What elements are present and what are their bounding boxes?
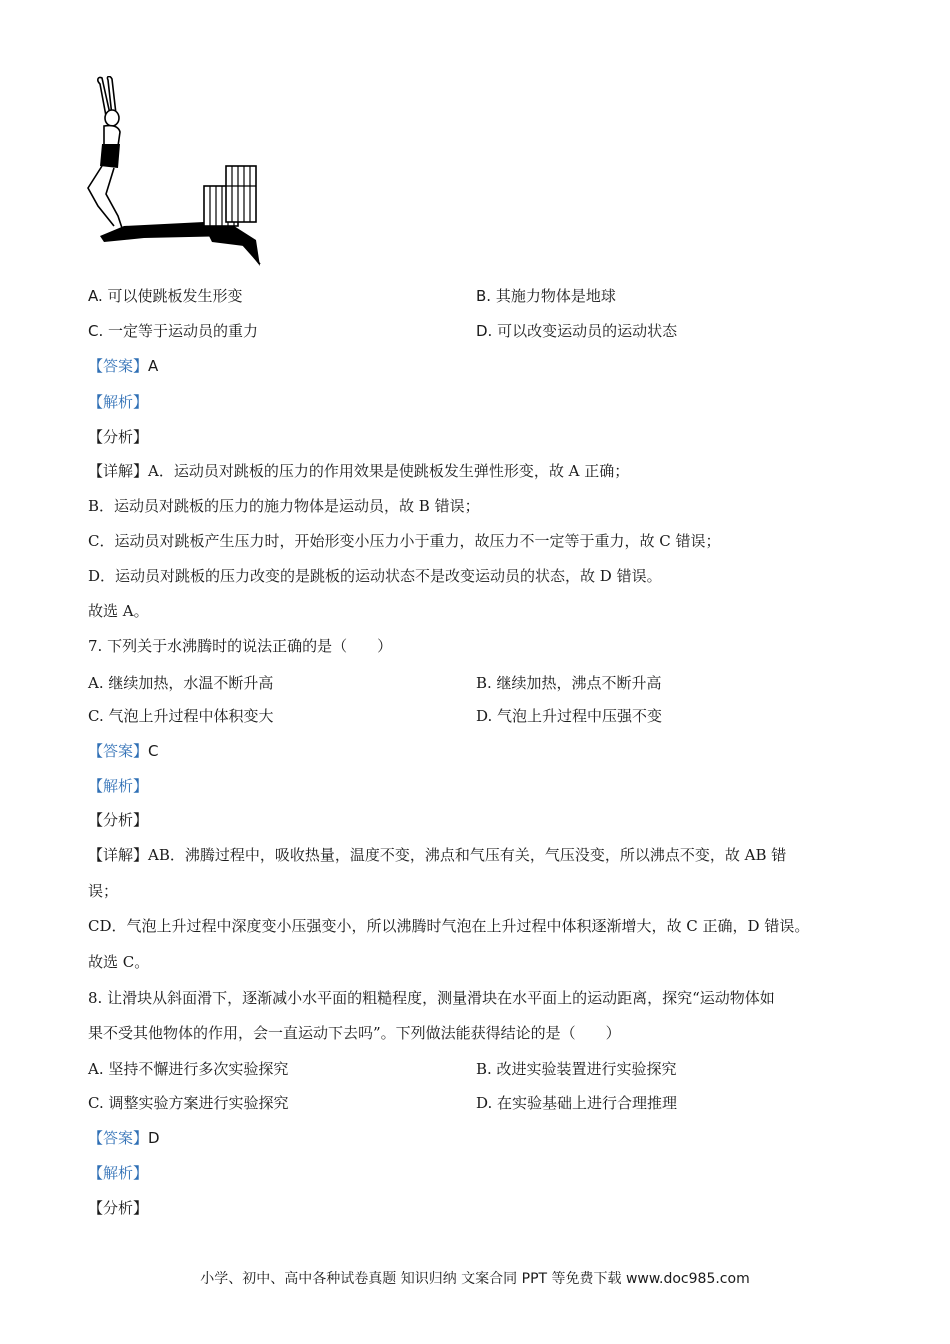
q7-question: 7. 下列关于水沸腾时的说法正确的是（ ）	[88, 637, 393, 655]
q7-detail-line: CD．气泡上升过程中深度变小压强变小，所以沸腾时气泡在上升过程中体积逐渐增大，故 C 正确，D 错误。	[88, 917, 810, 935]
q6-answer	[88, 355, 158, 377]
answer-value: C	[148, 742, 159, 760]
q8-option-d: D. 在实验基础上进行合理推理	[476, 1094, 678, 1112]
detail-text: AB．沸腾过程中，吸收热量，温度不变，沸点和气压有关，气压没变，所以沸点不变，故 AB 错	[148, 846, 787, 864]
diver-springboard-figure	[84, 76, 266, 272]
diver-springboard-illustration	[84, 76, 266, 272]
q6-jiexi-tag: 【解析】	[88, 393, 149, 411]
q6-option-b: B. 其施力物体是地球	[476, 287, 616, 305]
page-footer: 小学、初中、高中各种试卷真题 知识归纳 文案合同 PPT 等免费下载 www.doc985.com	[200, 1271, 750, 1287]
answer-tag: 【答案】	[88, 742, 149, 760]
q8-question-line: 8. 让滑块从斜面滑下，逐渐减小水平面的粗糙程度，测量滑块在水平面上的运动距离，探究“运动物体如	[88, 989, 775, 1007]
q8-jiexi-tag: 【解析】	[88, 1164, 149, 1182]
q7-option-d: D. 气泡上升过程中压强不变	[476, 707, 663, 725]
q7-option-b: B. 继续加热，沸点不断升高	[476, 674, 662, 692]
answer-tag: 【答案】	[88, 357, 149, 375]
q6-detail-line: D．运动员对跳板的压力改变的是跳板的运动状态不是改变运动员的状态，故 D 错误。	[88, 567, 662, 585]
q8-option-b: B. 改进实验装置进行实验探究	[476, 1060, 677, 1078]
q6-option-c: C. 一定等于运动员的重力	[88, 322, 259, 340]
q8-option-c: C. 调整实验方案进行实验探究	[88, 1094, 289, 1112]
q6-option-d: D. 可以改变运动员的运动状态	[476, 322, 678, 340]
q8-question-line: 果不受其他物体的作用，会一直运动下去吗”。下列做法能获得结论的是（ ）	[88, 1024, 621, 1042]
q6-conclusion: 故选 A。	[88, 602, 149, 620]
q7-option-c: C. 气泡上升过程中体积变大	[88, 707, 274, 725]
detail-text: A．运动员对跳板的压力的作用效果是使跳板发生弹性形变，故 A 正确；	[148, 462, 630, 480]
q6-fenxi-tag: 【分析】	[88, 428, 149, 446]
q7-detail-line	[88, 844, 786, 866]
q8-option-a: A. 坚持不懈进行多次实验探究	[88, 1060, 289, 1078]
q8-answer	[88, 1127, 160, 1149]
q7-fenxi-tag: 【分析】	[88, 811, 149, 829]
q7-conclusion: 故选 C。	[88, 953, 150, 971]
q6-option-a: A. 可以使跳板发生形变	[88, 287, 243, 305]
q7-jiexi-tag: 【解析】	[88, 777, 149, 795]
q6-detail-line	[88, 460, 629, 482]
answer-tag: 【答案】	[88, 1129, 149, 1147]
q6-detail-line: C．运动员对跳板产生压力时，开始形变小压力小于重力，故压力不一定等于重力，故 C 错误；	[88, 532, 721, 550]
detail-tag: 【详解】	[88, 462, 149, 480]
detail-tag: 【详解】	[88, 846, 149, 864]
answer-value: D	[148, 1129, 160, 1147]
q7-option-a: A. 继续加热，水温不断升高	[88, 674, 274, 692]
q7-detail-line: 误；	[88, 882, 119, 900]
q7-answer	[88, 740, 159, 762]
q6-detail-line: B．运动员对跳板的压力的施力物体是运动员，故 B 错误；	[88, 497, 480, 515]
answer-value: A	[148, 357, 159, 375]
q8-fenxi-tag: 【分析】	[88, 1199, 149, 1217]
